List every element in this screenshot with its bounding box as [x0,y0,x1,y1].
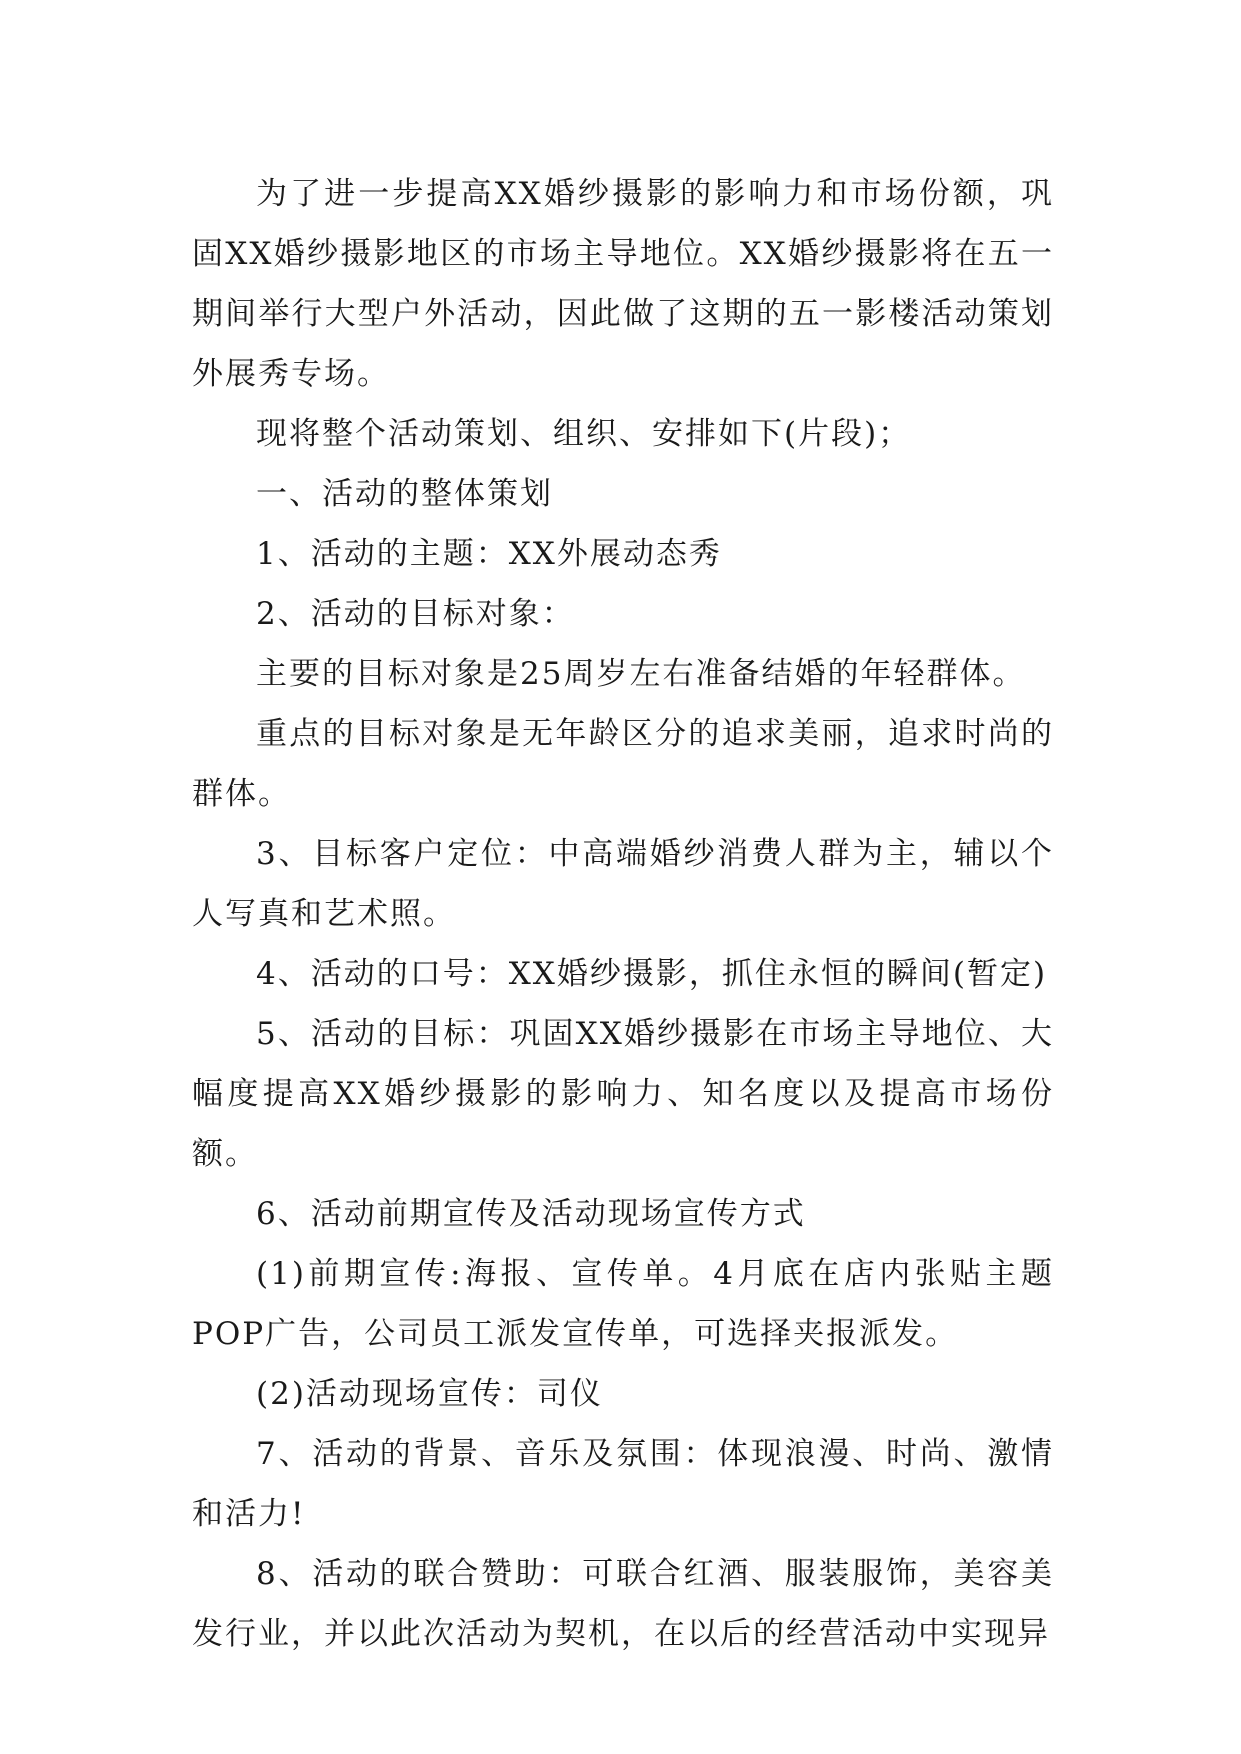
paragraph-pre-promotion: (1)前期宣传:海报、宣传单。4月底在店内张贴主题POP广告，公司员工派发宣传单，可选择夹报派发。 [192,1256,1054,1352]
paragraph-onsite-promotion: (2)活动现场宣传：司仪 [256,1376,603,1412]
paragraph-key-target: 重点的目标对象是无年龄区分的追求美丽，追求时尚的群体。 [192,716,1054,812]
paragraph-slogan: 4、活动的口号：XX婚纱摄影，抓住永恒的瞬间(暂定) [256,956,1048,992]
paragraph-customer-positioning: 3、目标客户定位：中高端婚纱消费人群为主，辅以个人写真和艺术照。 [192,836,1054,932]
paragraph-goal: 5、活动的目标：巩固XX婚纱摄影在市场主导地位、大幅度提高XX婚纱摄影的影响力、知名度以及提高市场份额。 [192,1016,1054,1172]
document-body [192,164,1054,1664]
paragraph-arrangement: 现将整个活动策划、组织、安排如下(片段)； [256,416,912,452]
paragraph-target-audience: 2、活动的目标对象： [256,596,575,632]
paragraph-atmosphere: 7、活动的背景、音乐及氛围：体现浪漫、时尚、激情和活力! [192,1436,1054,1532]
section-heading-overall-plan: 一、活动的整体策划 [256,476,553,512]
paragraph-main-target: 主要的目标对象是25周岁左右准备结婚的年轻群体。 [256,656,1026,692]
paragraph-intro: 为了进一步提高XX婚纱摄影的影响力和市场份额，巩固XX婚纱摄影地区的市场主导地位。XX婚纱摄影将在五一期间举行大型户外活动，因此做了这期的五一影楼活动策划外展秀专场。 [192,176,1054,392]
paragraph-theme: 1、活动的主题：XX外展动态秀 [256,536,722,572]
paragraph-sponsorship: 8、活动的联合赞助：可联合红酒、服装服饰，美容美发行业，并以此次活动为契机，在以后的经营活动中实现异 [192,1556,1054,1652]
paragraph-promotion: 6、活动前期宣传及活动现场宣传方式 [256,1196,806,1232]
